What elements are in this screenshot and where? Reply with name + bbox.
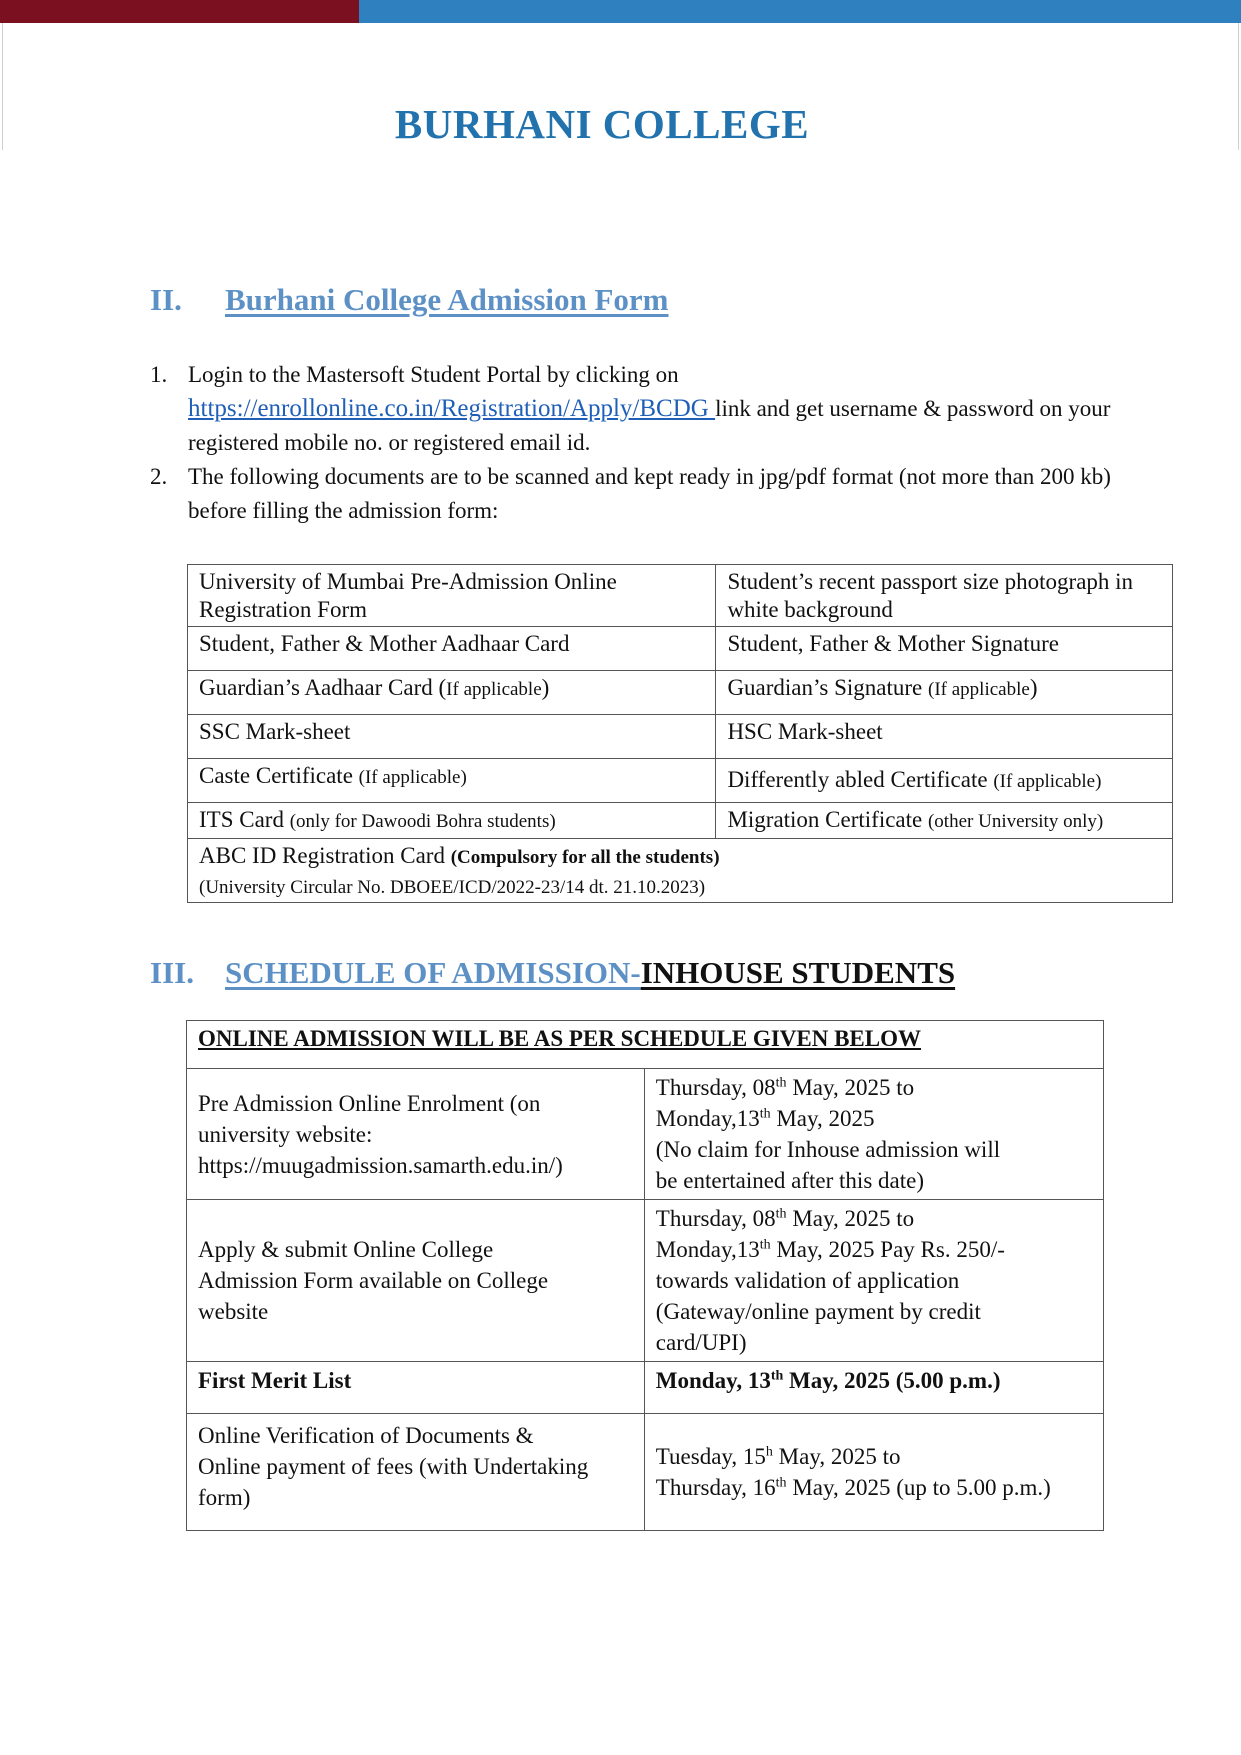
document-cell	[188, 671, 716, 715]
instruction-text-cont: link and get username & password on your registered mobile no. or registered email id.	[188, 396, 1111, 455]
document-label: Caste Certificate	[199, 763, 359, 788]
table-row	[188, 671, 1173, 715]
activity-line: website	[198, 1299, 269, 1324]
activity-cell	[187, 1069, 645, 1200]
ordinal-suffix: th	[770, 1368, 784, 1384]
document-note: (If applicable	[928, 679, 1030, 700]
header-bar-maroon	[0, 0, 359, 23]
page-border-right	[1238, 23, 1239, 150]
schedule-text: Thursday, 08	[655, 1206, 776, 1231]
document-label: ITS Card	[199, 807, 290, 832]
schedule-text: Monday,13	[655, 1106, 760, 1131]
document-note-close: )	[1029, 675, 1038, 700]
instruction-text: The following documents are to be scanned and kept ready in jpg/pdf format (not more than 200 kb) before filling the admission form:	[188, 464, 1111, 523]
schedule-text: Monday,13	[655, 1237, 760, 1262]
schedule-note: (No claim for Inhouse admission will	[655, 1137, 1001, 1162]
documents-table	[187, 564, 1173, 903]
instruction-list	[150, 358, 1130, 528]
enroll-online-link[interactable]: https://enrollonline.co.in/Registration/Apply/BCDG	[188, 395, 716, 422]
activity-line: Apply & submit Online College	[198, 1237, 494, 1262]
document-label: Student, Father & Mother Aadhaar Card	[199, 631, 570, 656]
document-cell	[716, 803, 1173, 839]
activity-line: https://muugadmission.samarth.edu.in/)	[198, 1152, 563, 1178]
table-row	[188, 565, 1173, 627]
document-note: (If applicable)	[358, 767, 467, 788]
section-3-heading	[150, 955, 955, 991]
activity-line: Pre Admission Online Enrolment (on	[198, 1090, 541, 1116]
ordinal-suffix: th	[759, 1237, 771, 1253]
schedule-note: card/UPI)	[655, 1330, 747, 1355]
instruction-item-1	[150, 358, 1130, 460]
schedule-cell	[644, 1200, 1103, 1362]
schedule-text: Thursday, 08	[655, 1075, 776, 1100]
instruction-number: 2.	[150, 464, 168, 489]
activity-line: Admission Form available on College	[198, 1268, 549, 1293]
document-cell	[716, 671, 1173, 715]
instruction-item-2	[150, 460, 1130, 528]
document-cell	[188, 565, 716, 627]
document-label: HSC Mark-sheet	[727, 719, 883, 744]
document-cell	[716, 759, 1173, 803]
document-cell	[188, 627, 716, 671]
activity-cell	[187, 1362, 645, 1414]
document-label: Differently abled Certificate	[727, 767, 994, 792]
compulsory-note: (Compulsory for all the students)	[450, 847, 720, 868]
schedule-cell	[644, 1414, 1103, 1531]
document-cell	[716, 627, 1173, 671]
activity-cell	[187, 1414, 645, 1531]
schedule-table-header: ONLINE ADMISSION WILL BE AS PER SCHEDULE GIVEN BELOW	[187, 1021, 1104, 1069]
table-row	[187, 1362, 1104, 1414]
table-row	[188, 803, 1173, 839]
section-2-title: Burhani College Admission Form	[225, 282, 669, 317]
schedule-text: May, 2025 (up to 5.00 p.m.)	[786, 1475, 1051, 1500]
ordinal-suffix: th	[775, 1475, 787, 1491]
document-label: Student, Father & Mother Signature	[727, 631, 1059, 656]
activity-line: form)	[198, 1485, 251, 1510]
schedule-text: May, 2025 (5.00 p.m.)	[783, 1368, 1001, 1393]
table-row	[187, 1200, 1104, 1362]
schedule-text: May, 2025	[770, 1106, 875, 1131]
ordinal-suffix: th	[775, 1206, 787, 1222]
schedule-text: May, 2025 Pay Rs. 250/-	[770, 1237, 1005, 1262]
schedule-text: May, 2025 to	[772, 1444, 901, 1469]
table-header-row	[187, 1021, 1104, 1069]
schedule-note: towards validation of application	[655, 1268, 960, 1293]
activity-cell	[187, 1200, 645, 1362]
document-label: ABC ID Registration Card	[199, 843, 451, 868]
section-2-heading	[150, 282, 669, 318]
table-row	[188, 627, 1173, 671]
ordinal-suffix: h	[765, 1444, 773, 1460]
document-cell	[716, 565, 1173, 627]
schedule-text: Tuesday, 15	[655, 1444, 766, 1469]
document-label: SSC Mark-sheet	[199, 719, 351, 744]
table-row	[188, 715, 1173, 759]
activity-line: Online payment of fees (with Undertaking	[198, 1454, 589, 1479]
section-3-title-blue: SCHEDULE OF ADMISSION-	[225, 955, 641, 990]
document-label: Guardian’s Signature	[727, 675, 929, 700]
document-label: Guardian’s Aadhaar Card (	[199, 675, 447, 700]
document-cell	[716, 715, 1173, 759]
instruction-number: 1.	[150, 362, 168, 387]
activity-line: university website:	[198, 1121, 373, 1147]
ordinal-suffix: th	[759, 1106, 771, 1122]
document-label: Student’s recent passport size photograph in white background	[727, 569, 1134, 622]
schedule-note: (Gateway/online payment by credit	[655, 1299, 981, 1324]
schedule-text: Thursday, 16	[655, 1475, 776, 1500]
university-circular: (University Circular No. DBOEE/ICD/2022-23/14 dt. 21.10.2023)	[199, 877, 706, 898]
table-row	[188, 759, 1173, 803]
document-cell	[188, 803, 716, 839]
document-note: (If applicable)	[993, 771, 1102, 792]
header-bar-blue	[359, 0, 1241, 23]
document-note-close: )	[541, 675, 550, 700]
document-note: If applicable	[446, 679, 542, 700]
activity-line: Online Verification of Documents &	[198, 1423, 534, 1448]
schedule-text: Monday, 13	[655, 1368, 771, 1393]
ordinal-suffix: th	[775, 1075, 787, 1091]
schedule-cell	[644, 1069, 1103, 1200]
schedule-note: be entertained after this date)	[655, 1168, 924, 1193]
section-3-number: III.	[150, 955, 194, 990]
admission-schedule-table	[186, 1020, 1104, 1531]
document-cell	[188, 759, 716, 803]
document-label: Migration Certificate	[727, 807, 928, 832]
table-row	[188, 839, 1173, 903]
document-label: University of Mumbai Pre-Admission Online Registration Form	[199, 569, 617, 622]
abc-id-cell	[188, 839, 1173, 903]
table-row	[187, 1414, 1104, 1531]
schedule-text: May, 2025 to	[786, 1206, 915, 1231]
section-2-number: II.	[150, 282, 182, 317]
section-3-title-dark: INHOUSE STUDENTS	[640, 955, 956, 990]
document-note: (other University only)	[927, 811, 1104, 832]
document-cell	[188, 715, 716, 759]
activity-line: First Merit List	[198, 1368, 352, 1393]
instruction-text: Login to the Mastersoft Student Portal by clicking on	[188, 362, 679, 387]
table-row	[187, 1069, 1104, 1200]
document-note: (only for Dawoodi Bohra students)	[289, 811, 556, 832]
schedule-cell	[644, 1362, 1103, 1414]
schedule-text: May, 2025 to	[786, 1075, 915, 1100]
college-title: BURHANI COLLEGE	[394, 101, 810, 147]
